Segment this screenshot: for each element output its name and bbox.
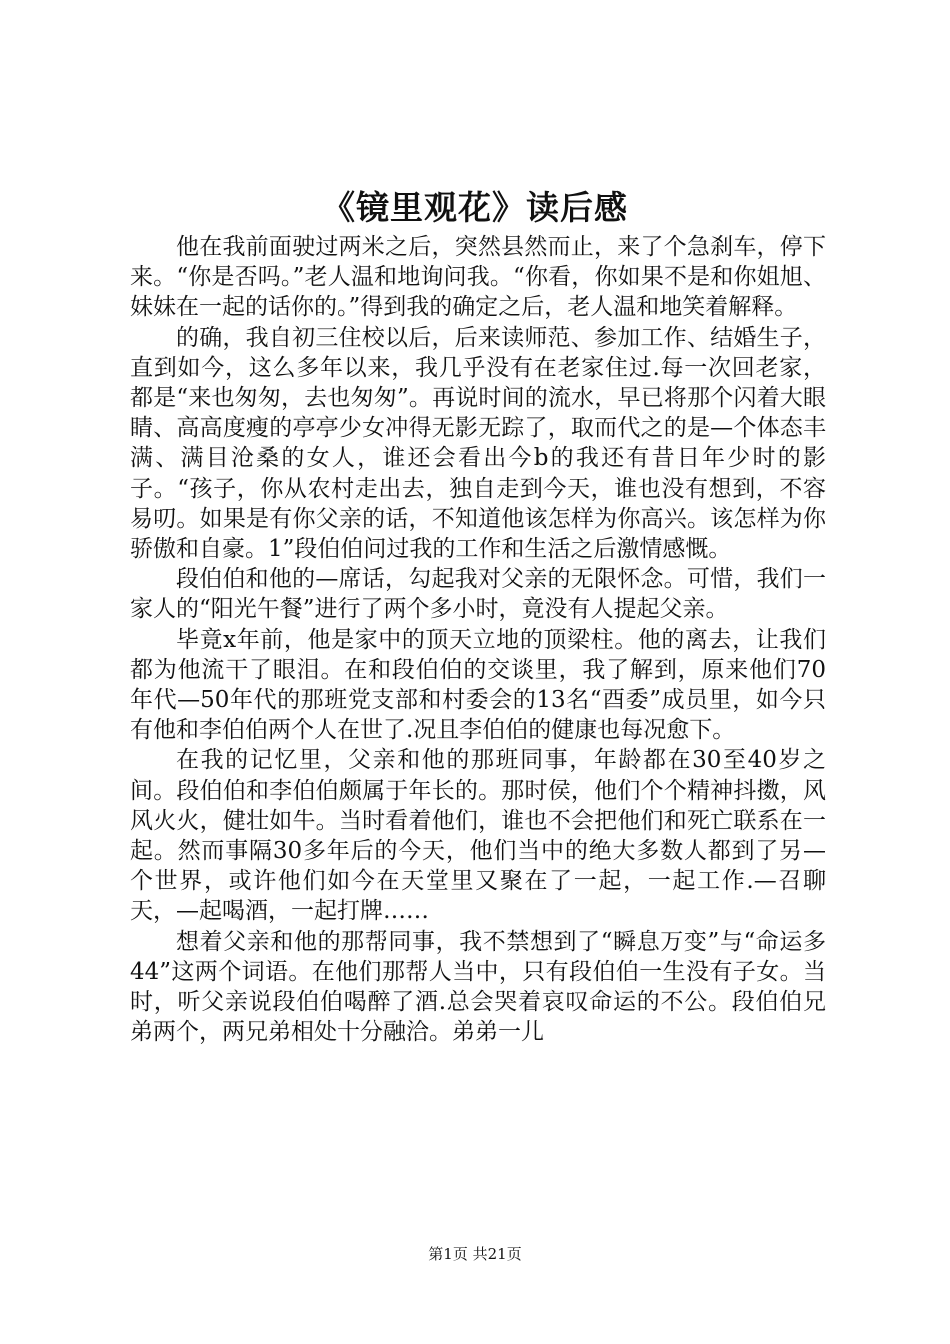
document-body (130, 232, 826, 1047)
paragraph: 毕竟x年前，他是家中的顶天立地的顶梁柱。他的离去，让我们都为他流干了眼泪。在和段伯伯的交谈里，我了解到，原来他们70年代—50年代的那班党支部和村委会的13名“酉委”成员里，如今只有他和李伯伯两个人在世了.况且李伯伯的健康也每况愈下。 (130, 626, 826, 744)
page-footer: 第1页 共21页 (428, 1245, 522, 1263)
paragraph: 他在我前面驶过两米之后，突然县然而止，来了个急刹车，停下来。“你是否吗。”老人温和地询问我。“你看，你如果不是和你姐旭、妹妹在一起的话你的。”得到我的确定之后，老人温和地笑着解释。 (130, 234, 826, 321)
paragraph: 想着父亲和他的那帮同事，我不禁想到了“瞬息万变”与“命运多44”这两个词语。在他们那帮人当中，只有段伯伯一生没有子女。当时，听父亲说段伯伯喝醉了酒.总会哭着哀叹命运的不公。段伯伯兄弟两个，两兄弟相处十分融洽。弟弟一儿 (130, 928, 826, 1046)
paragraph: 段伯伯和他的—席话，勾起我对父亲的无限怀念。可惜，我们一家人的“阳光午餐”进行了两个多小时，竟没有人提起父亲。 (130, 566, 826, 623)
paragraph: 的确，我自初三住校以后，后来读师范、参加工作、结婚生子，直到如今，这么多年以来，我几乎没有在老家住过.每一次回老家，都是“来也匆匆，去也匆匆”。再说时间的流水，早已将那个闪着大眼睛、高高度瘦的亭亭少女冲得无影无踪了，取而代之的是—个体态丰满、满目沧桑的女人，谁还会看出今b的我还有昔日年少时的影子。“孩子，你从农村走出去，独自走到今天，谁也没有想到，不容易叨。如果是有你父亲的话，不知道他该怎样为你高兴。该怎样为你骄傲和自豪。1”段伯伯问过我的工作和生活之后激情感慨。 (130, 324, 826, 563)
document-title: 《镜里观花》读后感 (322, 188, 628, 227)
paragraph: 在我的记忆里，父亲和他的那班同事，年龄都在30至40岁之间。段伯伯和李伯伯颇属于年长的。那时侯，他们个个精神抖擞，风风火火，健壮如牛。当时看着他们，谁也不会把他们和死亡联系在一起。然而事隔30多年后的今天，他们当中的绝大多数人都到了另—个世界，或许他们如今在天堂里又聚在了一起，一起工作.—召聊天，—起喝酒，一起打牌…… (130, 747, 826, 925)
